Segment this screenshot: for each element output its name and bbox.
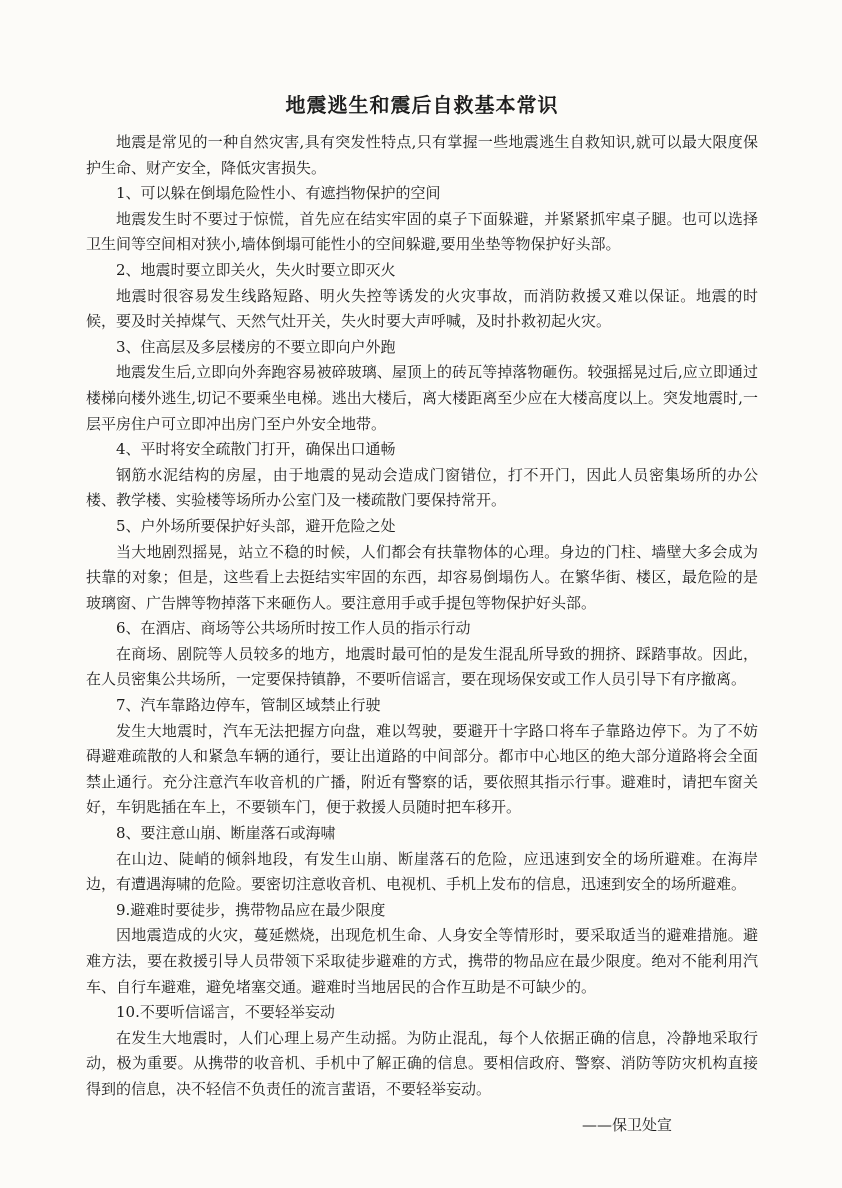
- section-heading: 3、住高层及多层楼房的不要立即向户外跑: [116, 337, 396, 356]
- section-body: 在山边、陡峭的倾斜地段，有发生山崩、断崖落石的危险，应迅速到安全的场所避难。在海岸边，有遭遇海啸的危险。要密切注意收音机、电视机、手机上发布的信息，迅速到安全的场所避难。: [86, 849, 758, 894]
- section-body: 地震发生时不要过于惊慌，首先应在结实牢固的桌子下面躲避，并紧紧抓牢桌子腿。也可以选择卫生间等空间相对狭小,墙体倒塌可能性小的空间躲避,要用坐垫等物保护好头部。: [86, 209, 758, 254]
- section-heading: 1、可以躲在倒塌危险性小、有遮挡物保护的空间: [116, 184, 441, 203]
- section-8: [86, 821, 758, 898]
- section-heading: 9.避难时要徒步，携带物品应在最少限度: [116, 900, 386, 919]
- intro-paragraph: 地震是常见的一种自然灾害,具有突发性特点,只有掌握一些地震逃生自救知识,就可以最大限度保护生命、财产安全，降低灾害损失。: [86, 133, 758, 177]
- section-heading: 7、汽车靠路边停车，管制区域禁止行驶: [116, 696, 381, 715]
- section-1: [86, 181, 758, 258]
- section-4: [86, 437, 758, 514]
- section-heading: 10.不要听信谣言，不要轻举妄动: [116, 1003, 335, 1022]
- section-5: [86, 514, 758, 616]
- section-9: [86, 898, 758, 1000]
- section-3: [86, 335, 758, 437]
- page-title: 地震逃生和震后自救基本常识: [285, 93, 559, 117]
- section-6: [86, 616, 758, 693]
- section-2: [86, 258, 758, 335]
- section-heading: 2、地震时要立即关火，失火时要立即灭火: [116, 260, 396, 279]
- section-heading: 4、平时将安全疏散门打开，确保出口通畅: [116, 440, 396, 459]
- signature: ——保卫处宣: [582, 1116, 673, 1134]
- document-body: [86, 90, 758, 1103]
- section-10: [86, 1000, 758, 1102]
- section-body: 地震时很容易发生线路短路、明火失控等诱发的火灾事故，而消防救援又难以保证。地震的时候，要及时关掉煤气、天然气灶开关，失火时要大声呼喊，及时扑救初起火灾。: [86, 286, 758, 331]
- section-heading: 8、要注意山崩、断崖落石或海啸: [116, 824, 336, 843]
- section-7: [86, 693, 758, 821]
- section-body: 钢筋水泥结构的房屋，由于地震的晃动会造成门窗错位，打不开门，因此人员密集场所的办公楼、教学楼、实验楼等场所办公室门及一楼疏散门要保持常开。: [86, 465, 758, 510]
- section-body: 当大地剧烈摇晃，站立不稳的时候，人们都会有扶靠物体的心理。身边的门柱、墙壁大多会成为扶靠的对象；但是，这些看上去挺结实牢固的东西，却容易倒塌伤人。在繁华街、楼区，最危险的是玻璃窗、广告牌等物掉落下来砸伤人。要注意用手或手提包等物保护好头部。: [86, 542, 758, 612]
- section-body: 地震发生后,立即向外奔跑容易被碎玻璃、屋顶上的砖瓦等掉落物砸伤。较强摇晃过后,应立即通过楼梯向楼外逃生,切记不要乘坐电梯。逃出大楼后，离大楼距离至少应在大楼高度以上。突发地震时,一层平房住户可立即冲出房门至户外安全地带。: [86, 363, 758, 433]
- section-heading: 6、在酒店、商场等公共场所时按工作人员的指示行动: [116, 619, 471, 638]
- section-body: 因地震造成的火灾，蔓延燃烧，出现危机生命、人身安全等情形时，要采取适当的避难措施。避难方法，要在救援引导人员带领下采取徒步避难的方式，携带的物品应在最少限度。绝对不能利用汽车、自行车避难，避免堵塞交通。避难时当地居民的合作互助是不可缺少的。: [86, 926, 758, 996]
- section-heading: 5、户外场所要保护好头部，避开危险之处: [116, 516, 396, 535]
- section-body: 发生大地震时，汽车无法把握方向盘，难以驾驶，要避开十字路口将车子靠路边停下。为了不妨碍避难疏散的人和紧急车辆的通行，要让出道路的中间部分。都市中心地区的绝大部分道路将会全面禁止通行。充分注意汽车收音机的广播，附近有警察的话，要依照其指示行事。避难时，请把车窗关好，车钥匙插在车上，不要锁车门，便于救援人员随时把车移开。: [86, 721, 758, 817]
- section-body: 在发生大地震时，人们心理上易产生动摇。为防止混乱，每个人依据正确的信息，冷静地采取行动，极为重要。从携带的收音机、手机中了解正确的信息。要相信政府、警察、消防等防灾机构直接得到的信息，决不轻信不负责任的流言蜚语，不要轻举妄动。: [86, 1028, 758, 1098]
- section-body: 在商场、剧院等人员较多的地方，地震时最可怕的是发生混乱所导致的拥挤、踩踏事故。因此，在人员密集公共场所，一定要保持镇静，不要听信谣言，要在现场保安或工作人员引导下有序撤离。: [86, 644, 758, 689]
